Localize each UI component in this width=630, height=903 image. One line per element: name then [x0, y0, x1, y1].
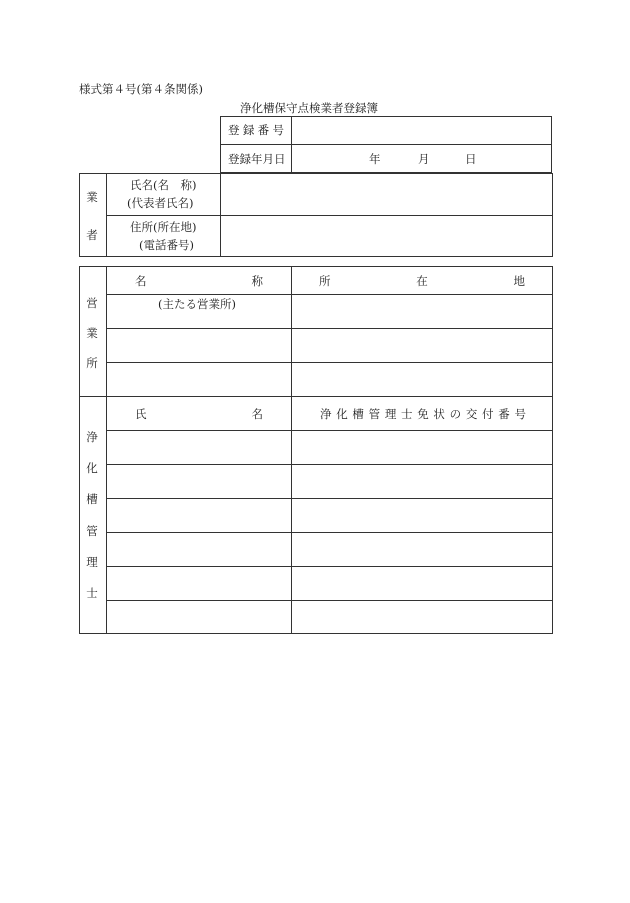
day-unit: 日	[465, 152, 477, 166]
office-name-field-2[interactable]	[107, 329, 291, 362]
registration-number-label: 登 録 番 号	[228, 123, 284, 137]
page-title: 浄化槽保守点検業者登録簿	[240, 101, 378, 115]
form-number: 様式第４号(第４条関係)	[79, 82, 203, 96]
operator-address-field[interactable]	[221, 216, 552, 256]
phone-label: (電話番号)	[139, 238, 194, 252]
manager-name-field[interactable]	[107, 567, 291, 600]
manager-name-field[interactable]	[107, 533, 291, 566]
month-unit: 月	[418, 152, 430, 166]
operator-name-field[interactable]	[221, 174, 552, 215]
license-number-field[interactable]	[292, 567, 552, 600]
representative-label: (代表者氏名)	[127, 196, 194, 210]
manager-name-field[interactable]	[107, 601, 291, 633]
office-location-field-1[interactable]	[292, 295, 552, 328]
office-location-field-3[interactable]	[292, 363, 552, 396]
registration-date-field[interactable]	[292, 145, 551, 172]
office-name-field-3[interactable]	[107, 363, 291, 396]
office-location-header: 所 在 地	[319, 274, 525, 288]
managers-side-label: 浄 化 槽 管 理 士	[86, 430, 98, 600]
registration-number-field[interactable]	[292, 117, 551, 144]
main-office-label: (主たる営業所)	[158, 297, 236, 311]
license-number-field[interactable]	[292, 533, 552, 566]
license-number-header: 浄 化 槽 管 理 士 免 状 の 交 付 番 号	[320, 407, 526, 421]
manager-name-field[interactable]	[107, 499, 291, 532]
manager-name-field[interactable]	[107, 465, 291, 498]
license-number-field[interactable]	[292, 601, 552, 633]
registration-date-label: 登録年月日	[228, 152, 286, 166]
operator-side-label: 業 者	[86, 190, 98, 242]
office-name-header: 名 称	[135, 274, 263, 288]
offices-side-label: 営 業 所	[86, 296, 98, 370]
license-number-field[interactable]	[292, 465, 552, 498]
address-label: 住所(所在地)	[130, 220, 197, 234]
name-label: 氏名(名 称)	[130, 178, 197, 192]
office-location-field-2[interactable]	[292, 329, 552, 362]
manager-name-header: 氏 名	[135, 407, 263, 421]
license-number-field[interactable]	[292, 499, 552, 532]
year-unit: 年	[369, 152, 381, 166]
license-number-field[interactable]	[292, 431, 552, 464]
manager-name-field[interactable]	[107, 431, 291, 464]
